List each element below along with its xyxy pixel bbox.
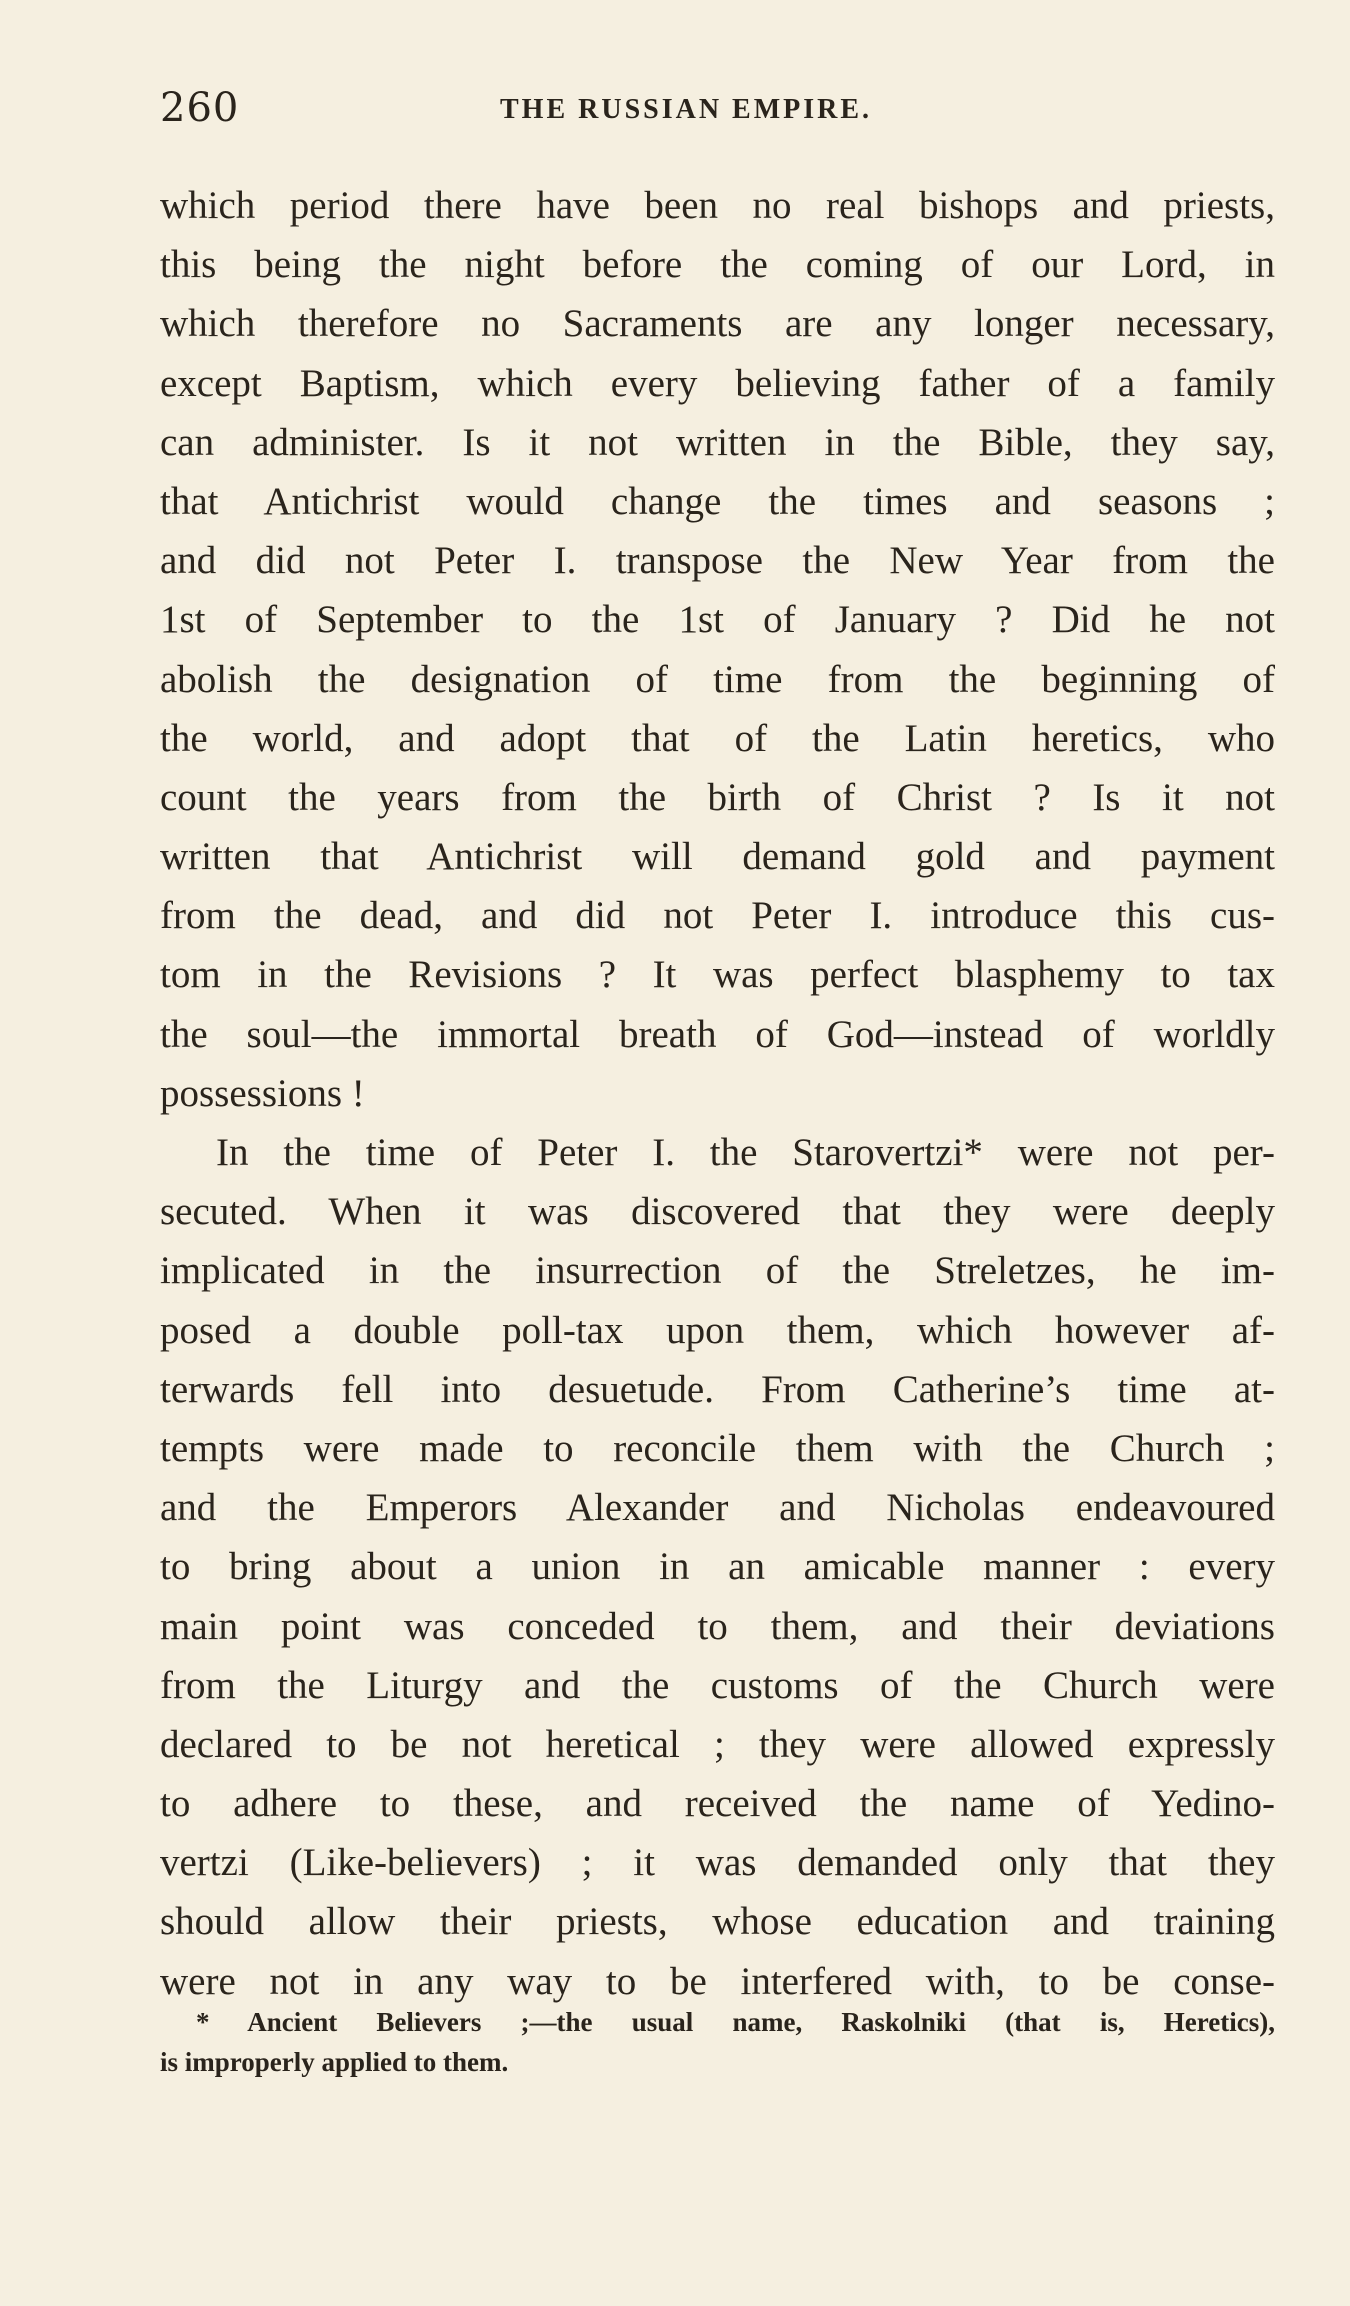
- footnote-line: is improperly applied to them.: [160, 2047, 509, 2077]
- text-line: that Antichrist would change the times and seasons ;: [160, 479, 1275, 523]
- text-line: tempts were made to reconcile them with the Church ;: [160, 1426, 1275, 1470]
- text-line: possessions !: [160, 1071, 365, 1115]
- text-line: the soul—the immortal breath of God—instead of worldly: [160, 1012, 1275, 1056]
- text-line: main point was conceded to them, and their deviations: [160, 1604, 1275, 1648]
- text-line: to bring about a union in an amicable manner : every: [160, 1545, 1275, 1589]
- page-number: 260: [160, 85, 240, 131]
- text-line: which period there have been no real bishops and priests,: [160, 184, 1275, 227]
- footnote-line: * Ancient Believers ;—the usual name, Raskolniki (that is, Heretics),: [196, 2007, 1275, 2037]
- text-line: abolish the designation of time from the beginning of: [160, 657, 1275, 701]
- text-line: this being the night before the coming of our Lord, in: [160, 243, 1275, 287]
- text-line: tom in the Revisions ? It was perfect blasphemy to tax: [160, 953, 1275, 997]
- text-line: posed a double poll-tax upon them, which however af-: [160, 1308, 1275, 1352]
- text-line: 1st of September to the 1st of January ? Did he not: [160, 598, 1275, 642]
- text-line: vertzi (Like-believers) ; it was demanded only that they: [160, 1841, 1275, 1885]
- text-line: written that Antichrist will demand gold and payment: [160, 835, 1275, 879]
- footnote: [160, 2002, 1275, 2082]
- text-line: terwards fell into desuetude. From Catherine’s time at-: [160, 1367, 1275, 1411]
- running-title: THE RUSSIAN EMPIRE.: [500, 94, 873, 125]
- text-line: which therefore no Sacraments are any longer necessary,: [160, 302, 1275, 346]
- text-line: the world, and adopt that of the Latin heretics, who: [160, 716, 1275, 760]
- text-line: implicated in the insurrection of the Streletzes, he im-: [160, 1249, 1275, 1293]
- text-line: were not in any way to be interfered with, to be conse-: [160, 1959, 1275, 2003]
- text-line: except Baptism, which every believing father of a family: [160, 361, 1275, 405]
- running-head: [160, 85, 1275, 135]
- text-line: and did not Peter I. transpose the New Year from the: [160, 539, 1275, 583]
- text-line: to adhere to these, and received the name of Yedino-: [160, 1782, 1275, 1826]
- text-line: secuted. When it was discovered that they were deeply: [160, 1190, 1275, 1234]
- text-line: can administer. Is it not written in the Bible, they say,: [160, 420, 1275, 464]
- text-line: count the years from the birth of Christ ? Is it not: [160, 775, 1275, 819]
- text-line: declared to be not heretical ; they were allowed expressly: [160, 1722, 1275, 1766]
- text-line: and the Emperors Alexander and Nicholas endeavoured: [160, 1486, 1275, 1530]
- body-text: [160, 176, 1275, 2011]
- text-line: should allow their priests, whose education and training: [160, 1900, 1275, 1944]
- paragraph-start-line: In the time of Peter I. the Starovertzi* were not per-: [216, 1131, 1275, 1174]
- text-line: from the dead, and did not Peter I. introduce this cus-: [160, 894, 1275, 938]
- text-line: from the Liturgy and the customs of the Church were: [160, 1663, 1275, 1707]
